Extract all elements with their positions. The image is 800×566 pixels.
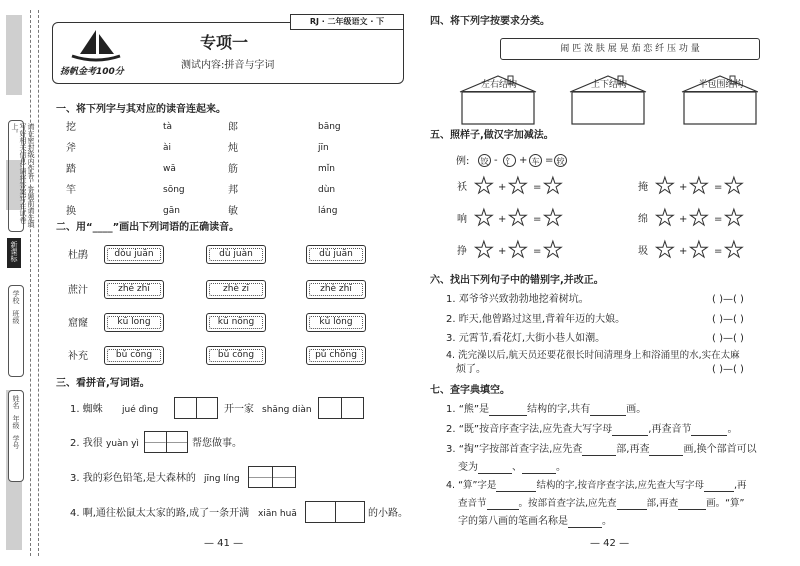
- star-blank-icon[interactable]: ★: [508, 174, 528, 199]
- equals-sign: =: [533, 182, 542, 193]
- star-blank-icon[interactable]: ★: [508, 238, 528, 263]
- correction-blank[interactable]: ( )—( ): [712, 314, 744, 325]
- star-blank-icon[interactable]: ★: [689, 238, 709, 263]
- plus-sign: +: [679, 182, 688, 193]
- plus-sign: +: [498, 246, 507, 257]
- s3-q2-pinyin: yuàn yì: [106, 439, 139, 449]
- s3-q1-text: 1. 蜘蛛: [70, 404, 103, 415]
- correction-blank[interactable]: ( )—( ): [712, 294, 744, 305]
- star-blank-icon[interactable]: ★: [689, 174, 709, 199]
- seal-line: [30, 10, 31, 556]
- s1-column-a-pinyin: tà ài wā sōng gān: [163, 122, 185, 216]
- house-label: 半包围结构: [685, 80, 757, 92]
- plus-sign: +: [498, 182, 507, 193]
- star-blank-icon[interactable]: ★: [474, 206, 494, 231]
- s1-column-b-pinyin: bāng jīn mǐn dùn láng: [318, 122, 341, 216]
- s2-word: 蔗汁: [68, 285, 88, 296]
- fill-blank[interactable]: [522, 463, 556, 474]
- pinyin-option[interactable]: pǔ chōng: [306, 346, 366, 365]
- star-blank-icon[interactable]: ★: [543, 174, 563, 199]
- book-info: RJ · 二年级语文 · 下: [290, 14, 404, 30]
- student-info-box: 学校 班级: [8, 285, 24, 377]
- logo-text: 扬帆金考100分: [60, 67, 124, 77]
- equals-sign: =: [545, 155, 554, 166]
- star-blank-icon[interactable]: ★: [724, 206, 744, 231]
- fill-blank[interactable]: [612, 425, 648, 436]
- house-label: 上下结构: [573, 80, 645, 92]
- fill-blank[interactable]: [487, 499, 519, 510]
- s3-q3-pinyin: jīng líng: [204, 474, 240, 484]
- plus-sign: +: [679, 246, 688, 257]
- section-1-heading: 一、将下列字与其对应的读音连起来。: [56, 104, 226, 115]
- example-char: 车: [529, 154, 542, 167]
- s7-q3a: 3. “掏”字按部首查字法,应先查 部,再查 画,换个部首可以: [446, 444, 757, 455]
- section-3-heading: 三、看拼音,写词语。: [56, 378, 150, 389]
- page-title: 专项一: [200, 33, 249, 52]
- writing-grid[interactable]: [144, 431, 188, 453]
- example-char: 饣: [503, 154, 516, 167]
- fill-blank[interactable]: [568, 517, 602, 528]
- section-5-heading: 五、照样子,做汉字加减法。: [430, 130, 554, 141]
- sailboat-logo-icon: [66, 28, 126, 64]
- s5-char: 响: [457, 214, 467, 225]
- correction-blank[interactable]: ( )—( ): [712, 333, 744, 344]
- star-blank-icon[interactable]: ★: [655, 238, 675, 263]
- s2-word: 补充: [68, 351, 88, 362]
- s6-sentence: 4. 洗完澡以后,航天员还要花很长时间清理身上和浴涌里的水,实在太麻: [446, 350, 740, 361]
- pinyin-option[interactable]: kū nōng: [206, 313, 266, 332]
- fill-blank[interactable]: [691, 425, 727, 436]
- s5-char: 圾: [638, 246, 648, 257]
- star-blank-icon[interactable]: ★: [474, 174, 494, 199]
- instructions-text: 请在密封线内作答。答题前请先填写好相关信息,请将答案写在试卷上。: [11, 123, 35, 228]
- writing-grid[interactable]: [305, 501, 365, 523]
- section-6-heading: 六、找出下列句子中的错别字,并改正。: [430, 275, 604, 286]
- star-blank-icon[interactable]: ★: [508, 206, 528, 231]
- pinyin-option[interactable]: dù juàn: [206, 245, 266, 264]
- s5-char: 挣: [457, 246, 467, 257]
- student-info-box-2: 姓名 年级 学号: [8, 390, 24, 482]
- section-2-heading: 二、用“____”画出下列词语的正确读音。: [56, 222, 240, 233]
- s7-q2: 2. “既”按音序查字法,应先查大写字母 ,再查音节 。: [446, 424, 738, 435]
- s3-q1-pinyin: shāng diàn: [262, 405, 312, 415]
- equals-sign: =: [714, 182, 723, 193]
- pinyin-option[interactable]: dù juān: [306, 245, 366, 264]
- s1-column-a-chars: 挖 斧 踏 竿 换: [66, 122, 76, 217]
- s7-q4b: 查音节 。按部首查字法,应先查 部,再查 画。“算”: [458, 498, 745, 509]
- s3-q4-pinyin: xiān huā: [258, 509, 297, 519]
- writing-grid[interactable]: [174, 397, 218, 419]
- fill-blank[interactable]: [590, 405, 626, 416]
- pinyin-option[interactable]: bǔ cōng: [206, 346, 266, 365]
- star-blank-icon[interactable]: ★: [655, 174, 675, 199]
- s2-word: 窟窿: [68, 318, 88, 329]
- pinyin-option[interactable]: kǔ lóng: [306, 313, 366, 332]
- example-char: 较: [554, 154, 567, 167]
- s7-q4a: 4. “算”字是 结构的字,按音序查字法,应先查大写字母 ,再: [446, 480, 747, 491]
- equals-sign: =: [714, 246, 723, 257]
- s7-q1: 1. “熊”是 结构的字,共有 画。: [446, 404, 647, 415]
- plus-sign: +: [679, 214, 688, 225]
- example-label: 例:: [456, 156, 470, 167]
- writing-grid[interactable]: [318, 397, 364, 419]
- s3-q2-text: 帮您做事。: [192, 438, 242, 449]
- pinyin-option[interactable]: dòu juān: [104, 245, 164, 264]
- fill-blank[interactable]: [704, 481, 734, 492]
- star-blank-icon[interactable]: ★: [474, 238, 494, 263]
- pinyin-option[interactable]: zhé zhī: [104, 280, 164, 299]
- plus-sign: +: [498, 214, 507, 225]
- fill-blank[interactable]: [678, 499, 706, 510]
- pinyin-option[interactable]: zhè zī: [206, 280, 266, 299]
- s3-q3-text: 3. 我的彩色铅笔,是大森林的: [70, 473, 196, 484]
- s3-q4-text: 的小路。: [368, 508, 408, 519]
- fill-blank[interactable]: [478, 463, 512, 474]
- fill-blank[interactable]: [649, 445, 683, 456]
- s6-sentence: 1. 邓爷爷兴致勃勃地挖着树坑。: [446, 294, 589, 305]
- s2-word: 杜鹃: [68, 250, 88, 261]
- star-blank-icon[interactable]: ★: [543, 206, 563, 231]
- section-7-heading: 七、查字典填空。: [430, 385, 510, 396]
- page-subtitle: 测试内容:拼音与字词: [181, 60, 275, 71]
- pinyin-option[interactable]: zhè zhī: [306, 280, 366, 299]
- plus-sign: +: [519, 155, 528, 166]
- equals-sign: =: [714, 214, 723, 225]
- house-label: 左右结构: [463, 80, 535, 92]
- fill-blank[interactable]: [489, 405, 527, 416]
- s6-sentence: 2. 昨天,他曾路过这里,背着年迈的大娘。: [446, 314, 626, 325]
- equals-sign: =: [533, 214, 542, 225]
- fill-blank[interactable]: [617, 499, 647, 510]
- star-blank-icon[interactable]: ★: [724, 238, 744, 263]
- pinyin-option[interactable]: kū long: [104, 313, 164, 332]
- s3-q2-text: 2. 我很: [70, 438, 103, 449]
- s3-q1-pinyin: jué dìng: [122, 405, 159, 415]
- s7-q4c: 字的第八画的笔画名称是 。: [458, 516, 612, 527]
- writing-grid[interactable]: [248, 466, 296, 488]
- instructions-box: [8, 120, 35, 232]
- page-number-right: — 42 —: [590, 538, 630, 549]
- s1-column-b-chars: 郎 炖 筋 邦 敏: [228, 122, 238, 217]
- equals-sign: =: [533, 246, 542, 257]
- star-blank-icon[interactable]: ★: [543, 238, 563, 263]
- fill-blank[interactable]: [496, 481, 536, 492]
- gray-tab: [6, 15, 22, 95]
- side-label: 新课标: [7, 238, 21, 268]
- s6-sentence: 3. 元霄节,看花灯,大街小巷人如潮。: [446, 333, 606, 344]
- minus-sign: -: [494, 155, 498, 166]
- s3-q1-text: 开一家: [224, 404, 254, 415]
- pinyin-option[interactable]: bǔ cōng: [104, 346, 164, 365]
- star-blank-icon[interactable]: ★: [689, 206, 709, 231]
- seal-line: [38, 10, 39, 556]
- fill-blank[interactable]: [582, 445, 616, 456]
- example-char: 饺: [478, 154, 491, 167]
- star-blank-icon[interactable]: ★: [724, 174, 744, 199]
- s5-char: 袄: [457, 182, 467, 193]
- binding-strip: [0, 0, 48, 566]
- star-blank-icon[interactable]: ★: [655, 206, 675, 231]
- section-4-heading: 四、将下列字按要求分类。: [430, 16, 550, 27]
- page-number-left: — 41 —: [204, 538, 244, 549]
- s3-q4-text: 4. 啊,通往松鼠太太家的路,成了一条开满: [70, 508, 250, 519]
- s5-char: 掩: [638, 182, 648, 193]
- correction-blank[interactable]: ( )—( ): [712, 364, 744, 375]
- char-bank: 闹 匹 泼 肤 展 晃 茄 恋 纤 压 功 量: [500, 38, 760, 60]
- s5-char: 绵: [638, 214, 648, 225]
- s6-sentence-cont: 烦了。: [456, 364, 486, 375]
- s7-q3b: 变为 、 。: [458, 462, 566, 473]
